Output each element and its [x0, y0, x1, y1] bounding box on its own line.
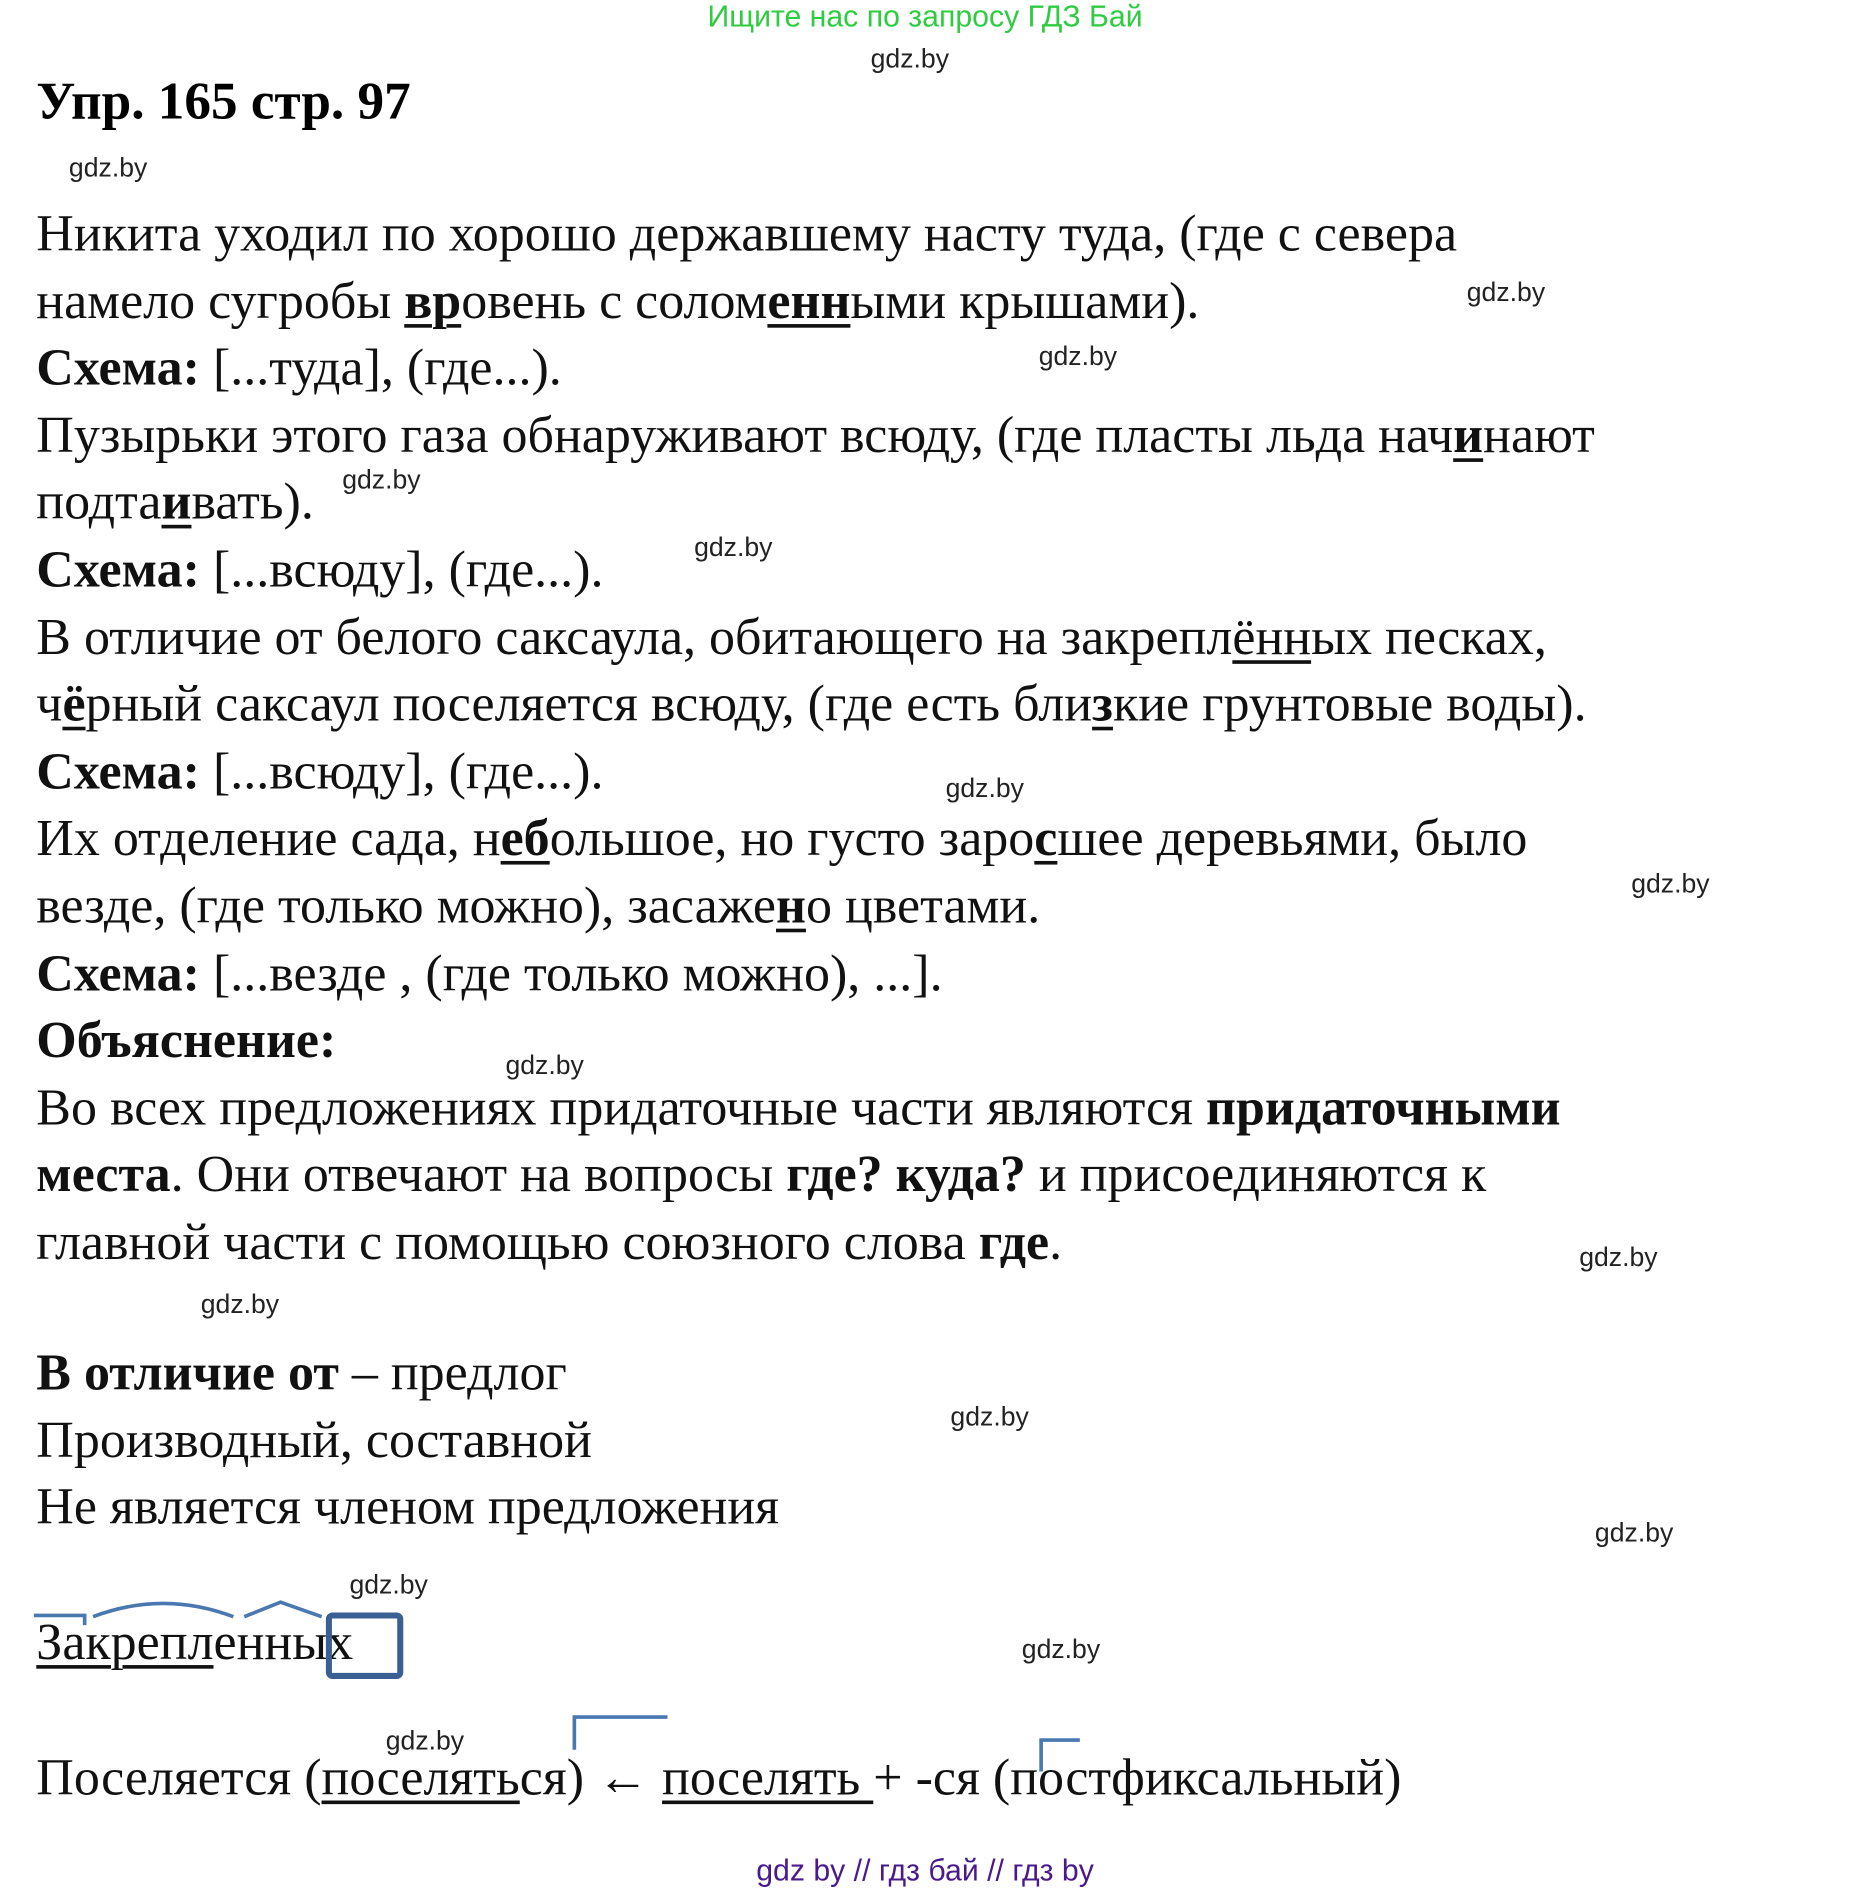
text-segment: вать). [191, 474, 314, 532]
underlined-segment: поселять [321, 1749, 520, 1807]
underlined-segment: поселять [662, 1749, 874, 1807]
watermark: gdz.by [68, 152, 148, 183]
text-segment: Поселяется ( [36, 1749, 322, 1807]
text-segment: о цветами. [805, 877, 1041, 935]
text-segment: ся) ← [519, 1749, 663, 1807]
search-banner: Ищите нас по запросу ГДЗ Бай [707, 0, 1143, 34]
underlined-segment: вр [404, 272, 462, 330]
text-segment: везде, (где только можно), засаже [36, 877, 776, 935]
text-segment: ых песках, [1311, 608, 1547, 666]
underlined-segment: еб [500, 810, 550, 868]
watermark: gdz.by [1594, 1517, 1674, 1548]
watermark: gdz.by [342, 464, 421, 495]
watermark: gdz.by [1631, 868, 1710, 899]
text-segment: Производный, составной [36, 1411, 593, 1469]
text-segment: [...всюду], (где...). [199, 541, 604, 599]
text-segment: енн [213, 1614, 293, 1672]
bold-segment: места [36, 1146, 171, 1204]
text-segment: Пузырьки этого газа обнаруживают всюду, (где пласты льда нач [36, 407, 1454, 465]
bold-segment: Схема: [36, 945, 200, 1002]
root-arc [93, 1603, 233, 1616]
postfix-mark [1041, 1740, 1080, 1771]
text-segment: . [1049, 1213, 1063, 1271]
underlined-segment: з [1092, 676, 1113, 733]
text-segment: [...всюду], (где...). [199, 743, 604, 801]
text-segment: подта [36, 474, 162, 532]
underlined-segment: ё [62, 676, 86, 733]
text-segment: – предлог [338, 1344, 567, 1402]
underlined-segment: и [1453, 407, 1484, 465]
text-segment: [...туда], (где...). [199, 340, 562, 397]
underlined-segment: ённ [1232, 608, 1312, 666]
text-segment: главной части с помощью союзного слова [36, 1213, 979, 1271]
watermark: gdz.by [505, 1049, 584, 1080]
suffix-arc [244, 1602, 321, 1617]
watermark: gdz.by [385, 1725, 465, 1756]
text-segment: [...везде , (где только можно), ...]. [199, 945, 943, 1002]
text-segment: Не является членом предложения [36, 1479, 780, 1536]
watermark: gdz.by [1021, 1633, 1101, 1664]
text-segment: шее деревьями, было [1057, 810, 1528, 868]
watermark: gdz.by [1579, 1241, 1658, 1273]
bold-segment: где [978, 1213, 1050, 1271]
text-segment: Никита уходил по хорошо державшему насту туда, (где с севера [36, 205, 1458, 263]
prefix-mark [34, 1615, 85, 1625]
underlined-segment: и [161, 474, 192, 532]
underlined-segment: н [775, 877, 806, 935]
bold-segment: Схема: [36, 541, 200, 599]
watermark: gdz.by [1038, 340, 1118, 372]
bold-segment: Схема: [36, 743, 200, 801]
underlined-segment: енн [767, 272, 851, 330]
watermark: gdz.by [945, 772, 1024, 803]
text-segment: . Они отвечают на вопросы [170, 1146, 787, 1204]
text-segment: рный саксаул поселяется всюду, (где есть бли [85, 676, 1093, 733]
bold-segment: В отличие от [36, 1344, 339, 1402]
watermark: gdz.by [694, 532, 773, 563]
text-segment: ых [292, 1614, 354, 1672]
bold-segment: Схема: [36, 340, 200, 397]
bold-segment: придаточными [1206, 1079, 1561, 1137]
text-segment: и присоединяются к [1025, 1146, 1487, 1204]
text-segment: Во всех предложениях придаточные части являются [36, 1079, 1207, 1137]
watermark: gdz.by [870, 43, 950, 74]
text-segment: ольшое, но густо заро [549, 810, 1035, 868]
watermark: gdz.by [950, 1401, 1029, 1432]
text-segment: нают [1483, 407, 1595, 465]
postfix-mark [574, 1717, 667, 1750]
text-segment: В отличие от белого саксаула, обитающего на закрепл [36, 608, 1233, 666]
ending-box [329, 1615, 400, 1675]
text-segment: овень с солом [461, 272, 768, 330]
underlined-segment: с [1034, 810, 1058, 868]
text-segment: ч [36, 676, 63, 733]
underlined-segment: Закрепл [36, 1614, 214, 1672]
footer-watermark: gdz by // гдз бай // гдз by [756, 1853, 1094, 1888]
text-segment: ыми крышами). [850, 272, 1200, 330]
watermark: gdz.by [1466, 276, 1546, 308]
bold-segment: Объяснение: [36, 1012, 337, 1070]
text-segment: намело сугробы [36, 272, 405, 330]
bold-segment: где? куда? [786, 1146, 1026, 1204]
text-segment: Их отделение сада, н [36, 810, 501, 868]
watermark: gdz.by [200, 1289, 280, 1320]
page-title: Упр. 165 стр. 97 [36, 71, 411, 131]
text-segment: + -ся (постфиксальный) [873, 1749, 1402, 1807]
watermark: gdz.by [349, 1569, 428, 1600]
text-segment: кие грунтовые воды). [1112, 676, 1587, 733]
